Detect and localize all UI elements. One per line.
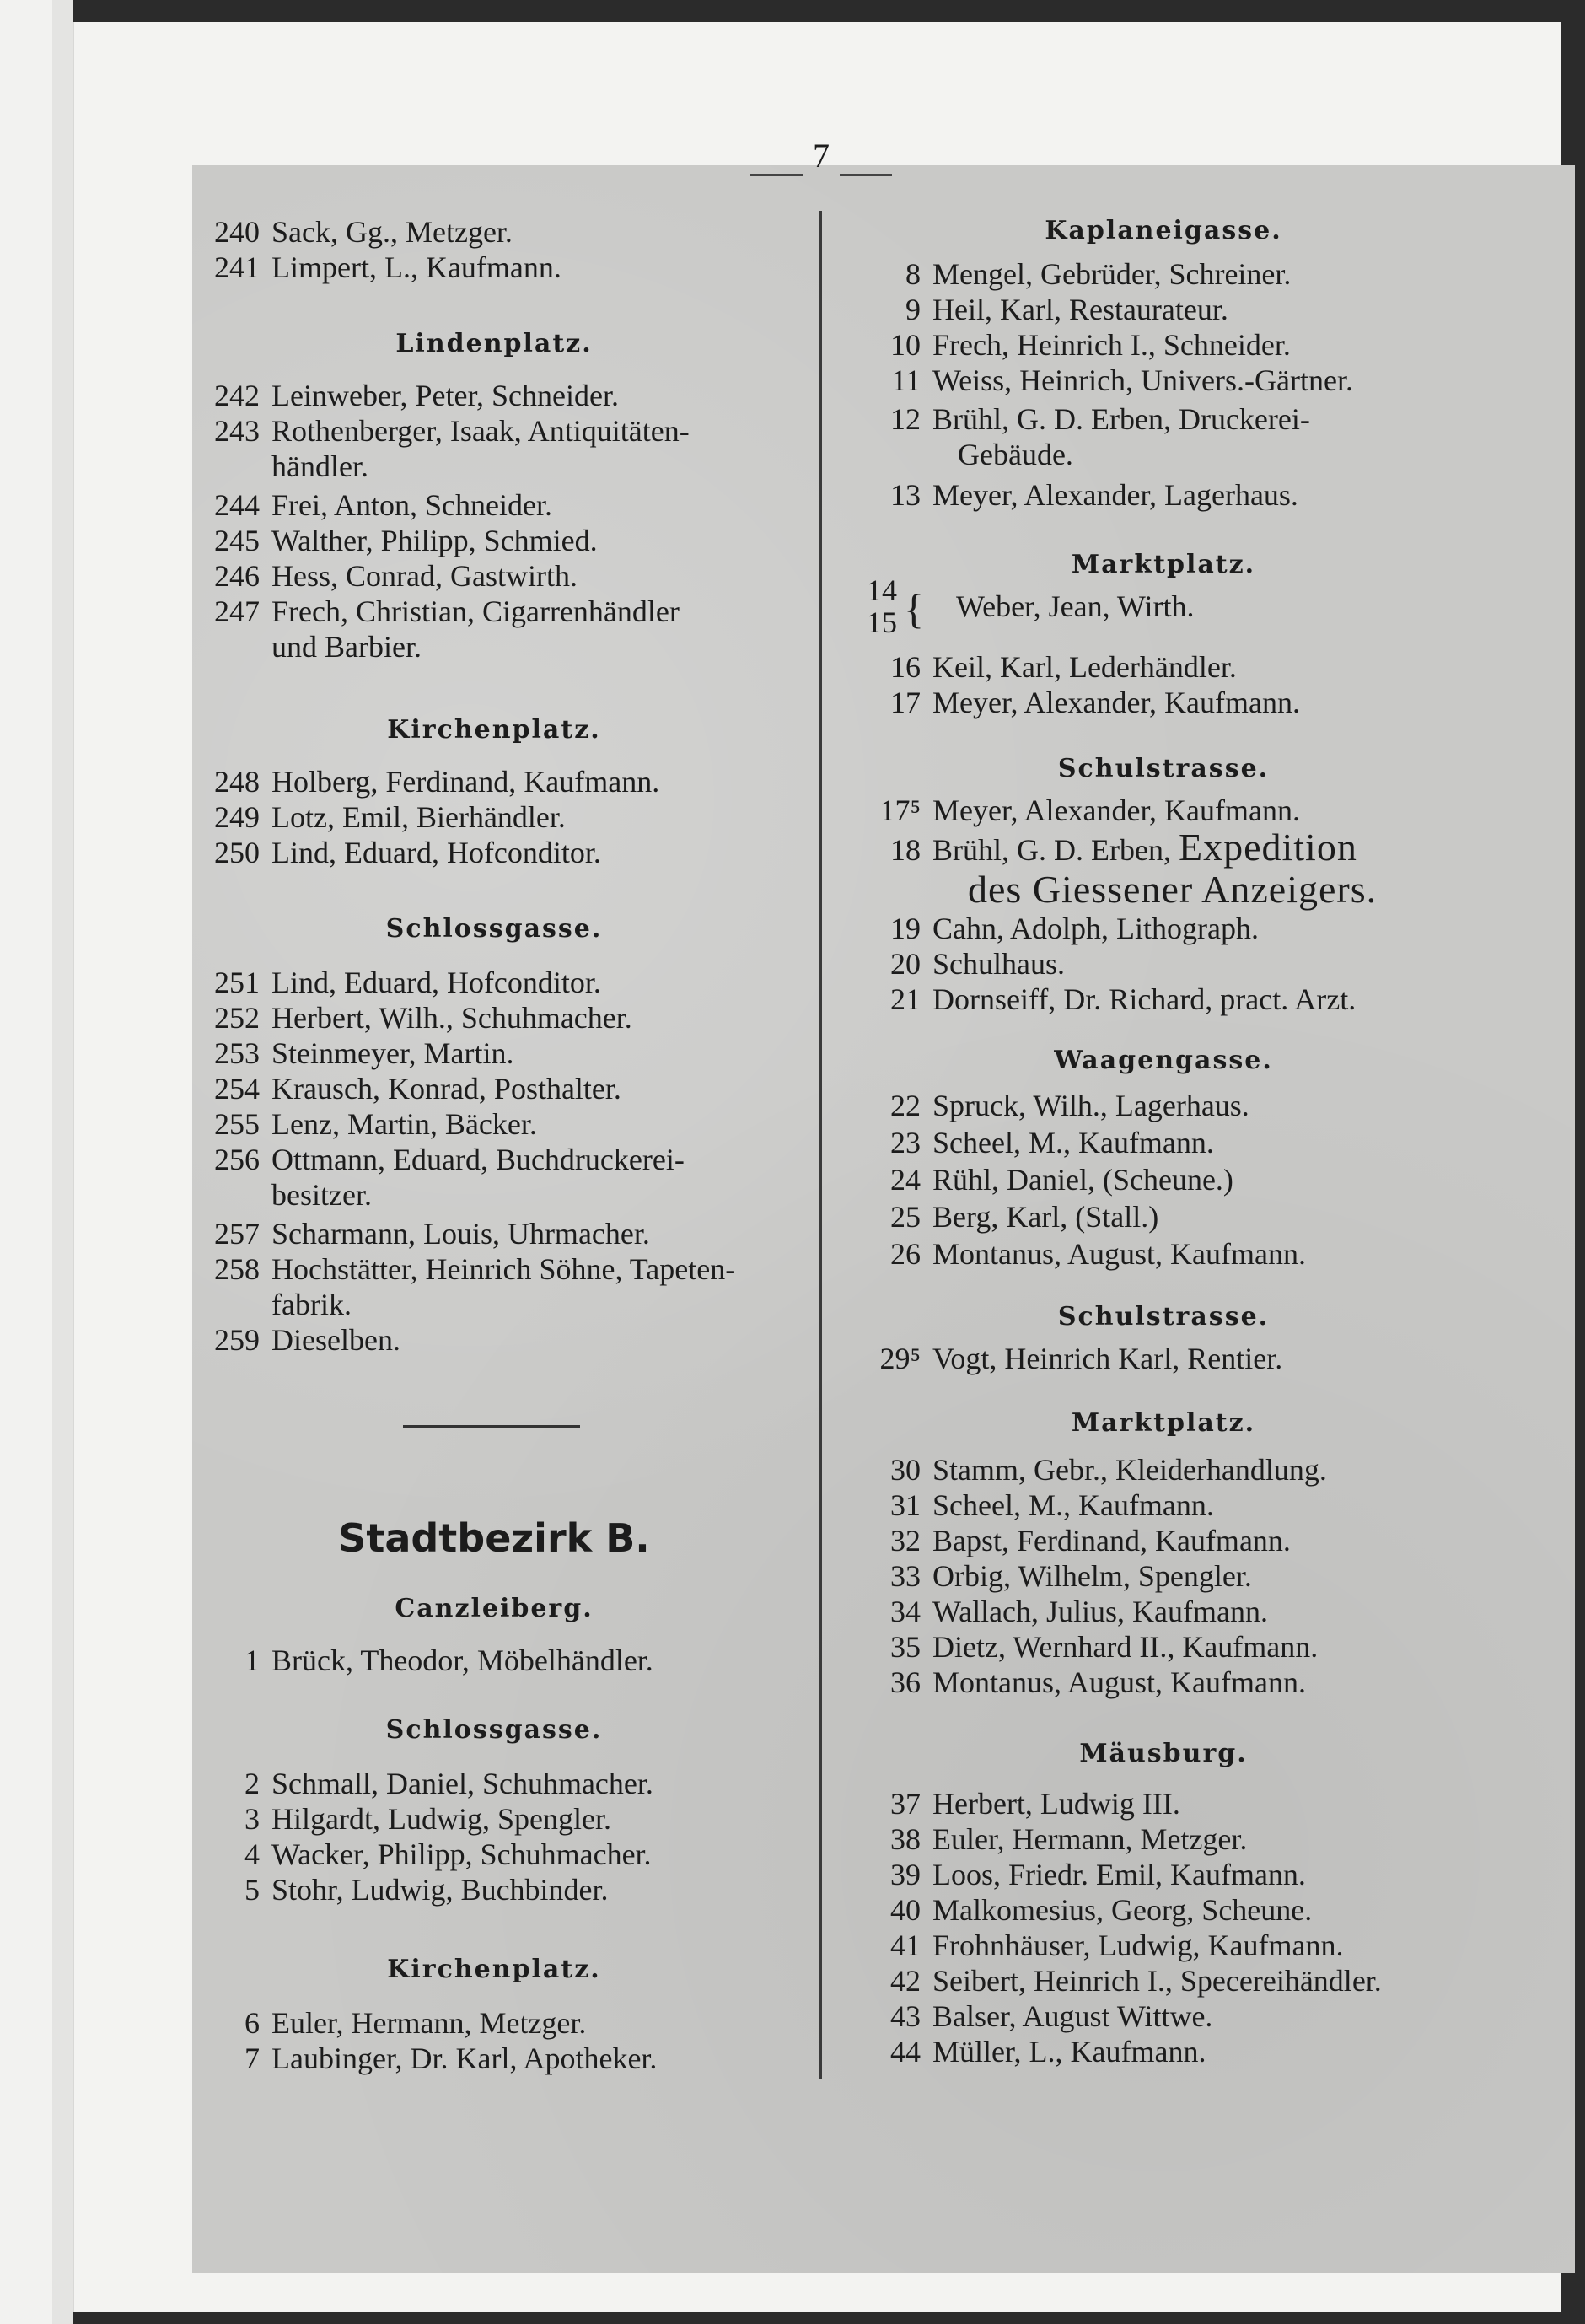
- list-item: 248 Holberg, Ferdinand, Kaufmann.: [214, 765, 660, 799]
- list-item: 252 Herbert, Wilh., Schuhmacher.: [214, 1001, 632, 1035]
- list-item: 256 Ottmann, Eduard, Buchdruckerei-: [214, 1143, 685, 1176]
- section-rule: [403, 1425, 580, 1428]
- list-item: 17⁵ Meyer, Alexander, Kaufmann.: [879, 793, 1300, 827]
- list-item: 21 Dornseiff, Dr. Richard, pract. Arzt.: [890, 982, 1357, 1016]
- book-binding-shadow: [52, 0, 73, 2324]
- list-item: 258 Hochstätter, Heinrich Söhne, Tapeten-: [214, 1252, 736, 1286]
- list-item: 41 Frohnhäuser, Ludwig, Kaufmann.: [890, 1929, 1344, 1962]
- section-heading-marktplatz: Marktplatz.: [1071, 550, 1256, 579]
- brace-icon: {: [904, 585, 924, 632]
- large-text: Expedition: [1178, 826, 1357, 869]
- book-binding-edge: [0, 0, 52, 2324]
- list-item: 12 Brühl, G. D. Erben, Druckerei-: [890, 402, 1310, 436]
- list-item: 13 Meyer, Alexander, Lagerhaus.: [890, 478, 1298, 512]
- list-item-continuation: und Barbier.: [271, 630, 422, 664]
- list-item: 18 Brühl, G. D. Erben, Expedition: [890, 826, 1357, 869]
- district-title: Stadtbezirk B.: [338, 1515, 650, 1561]
- list-item: 11 Weiss, Heinrich, Univers.-Gärtner.: [891, 363, 1353, 397]
- list-item: 33 Orbig, Wilhelm, Spengler.: [890, 1559, 1252, 1593]
- section-heading-mausburg: Mäusburg.: [1079, 1739, 1248, 1768]
- brace-number-top: 14: [867, 573, 897, 607]
- list-item: 247 Frech, Christian, Cigarrenhändler: [214, 594, 680, 628]
- list-item: 251 Lind, Eduard, Hofconditor.: [214, 966, 601, 999]
- list-item: 3 Hilgardt, Ludwig, Spengler.: [244, 1802, 611, 1836]
- brace-number-bottom: 15: [867, 605, 897, 639]
- list-item-continuation: besitzer.: [271, 1178, 372, 1212]
- list-item: 36 Montanus, August, Kaufmann.: [890, 1665, 1306, 1699]
- list-item: 4 Wacker, Philipp, Schuhmacher.: [244, 1837, 652, 1871]
- list-item: 1 Brück, Theodor, Möbelhändler.: [244, 1643, 653, 1677]
- list-item: 7 Laubinger, Dr. Karl, Apotheker.: [244, 2042, 658, 2075]
- list-item: 6 Euler, Hermann, Metzger.: [244, 2006, 587, 2040]
- section-heading-schulstrasse-2: Schulstrasse.: [1057, 1302, 1270, 1331]
- list-item: 2 Schmall, Daniel, Schuhmacher.: [244, 1767, 653, 1800]
- list-item: 10 Frech, Heinrich I., Schneider.: [890, 328, 1291, 362]
- section-heading-lindenplatz: Lindenplatz.: [395, 329, 593, 358]
- list-item: 30 Stamm, Gebr., Kleiderhandlung.: [890, 1453, 1327, 1487]
- list-item: 240 Sack, Gg., Metzger.: [214, 215, 513, 249]
- section-heading-marktplatz-2: Marktplatz.: [1071, 1408, 1256, 1438]
- list-item: 241 Limpert, L., Kaufmann.: [214, 250, 561, 284]
- section-heading-waagengasse: Waagengasse.: [1054, 1046, 1273, 1075]
- list-item: 246 Hess, Conrad, Gastwirth.: [214, 559, 578, 593]
- list-item: 22 Spruck, Wilh., Lagerhaus.: [890, 1089, 1249, 1122]
- list-item: 16 Keil, Karl, Lederhändler.: [890, 650, 1237, 684]
- list-item: 243 Rothenberger, Isaak, Antiquitäten-: [214, 414, 690, 448]
- section-heading-schlossgasse-b: Schlossgasse.: [385, 1715, 603, 1745]
- list-item: 255 Lenz, Martin, Bäcker.: [214, 1107, 537, 1141]
- list-item: 244 Frei, Anton, Schneider.: [214, 488, 552, 522]
- section-heading-kirchenplatz: Kirchenplatz.: [387, 715, 601, 745]
- list-item: 19 Cahn, Adolph, Lithograph.: [890, 912, 1259, 945]
- section-heading-kaplaneigasse: Kaplaneigasse.: [1045, 216, 1282, 245]
- list-item-continuation: händler.: [271, 449, 368, 483]
- section-heading-schulstrasse: Schulstrasse.: [1057, 754, 1270, 783]
- list-item-continuation-large: des Giessener Anzeigers.: [968, 868, 1378, 911]
- list-item-continuation: Gebäude.: [958, 438, 1073, 471]
- list-item: 39 Loos, Friedr. Emil, Kaufmann.: [890, 1858, 1306, 1891]
- list-item: 29⁵ Vogt, Heinrich Karl, Rentier.: [879, 1342, 1283, 1375]
- list-item: 254 Krausch, Konrad, Posthalter.: [214, 1072, 621, 1106]
- list-item: 17 Meyer, Alexander, Kaufmann.: [890, 686, 1300, 719]
- list-item: 253 Steinmeyer, Martin.: [214, 1036, 514, 1070]
- list-item: 32 Bapst, Ferdinand, Kaufmann.: [890, 1524, 1291, 1557]
- list-item: 8 Mengel, Gebrüder, Schreiner.: [905, 257, 1292, 291]
- list-item: 31 Scheel, M., Kaufmann.: [890, 1488, 1214, 1522]
- list-item: 249 Lotz, Emil, Bierhändler.: [214, 800, 566, 834]
- page-number-dash-left: [750, 174, 803, 176]
- list-item: 25 Berg, Karl, (Stall.): [890, 1200, 1159, 1234]
- list-item-continuation: fabrik.: [271, 1288, 352, 1321]
- list-item: 5 Stohr, Ludwig, Buchbinder.: [244, 1873, 609, 1907]
- list-item: 26 Montanus, August, Kaufmann.: [890, 1237, 1306, 1271]
- brace-entry: Weber, Jean, Wirth.: [956, 589, 1195, 623]
- list-item: 34 Wallach, Julius, Kaufmann.: [890, 1595, 1269, 1628]
- list-item: 23 Scheel, M., Kaufmann.: [890, 1126, 1214, 1159]
- list-item: 40 Malkomesius, Georg, Scheune.: [890, 1893, 1313, 1927]
- list-item: 257 Scharmann, Louis, Uhrmacher.: [214, 1217, 650, 1251]
- list-item: 35 Dietz, Wernhard II., Kaufmann.: [890, 1630, 1319, 1664]
- section-heading-canzleiberg: Canzleiberg.: [395, 1594, 594, 1623]
- list-item: 245 Walther, Philipp, Schmied.: [214, 524, 598, 557]
- list-item: 24 Rühl, Daniel, (Scheune.): [890, 1163, 1233, 1197]
- list-item: 37 Herbert, Ludwig III.: [890, 1787, 1180, 1821]
- section-heading-schlossgasse: Schlossgasse.: [385, 914, 603, 944]
- list-item: 259 Dieselben.: [214, 1323, 400, 1357]
- list-item: 9 Heil, Karl, Restaurateur.: [905, 293, 1228, 326]
- page-number-dash-right: [840, 174, 892, 176]
- list-item: 44 Müller, L., Kaufmann.: [890, 2035, 1206, 2068]
- column-divider: [819, 211, 822, 2079]
- section-heading-kirchenplatz-b: Kirchenplatz.: [387, 1955, 601, 1984]
- list-item: 242 Leinweber, Peter, Schneider.: [214, 379, 619, 412]
- page-number: 7: [813, 137, 830, 175]
- list-item: 250 Lind, Eduard, Hofconditor.: [214, 836, 601, 869]
- list-item: 20 Schulhaus.: [890, 947, 1065, 981]
- list-item: 43 Balser, August Wittwe.: [890, 1999, 1213, 2033]
- list-item: 42 Seibert, Heinrich I., Specereihändler.: [890, 1964, 1382, 1998]
- list-item: 38 Euler, Hermann, Metzger.: [890, 1822, 1248, 1856]
